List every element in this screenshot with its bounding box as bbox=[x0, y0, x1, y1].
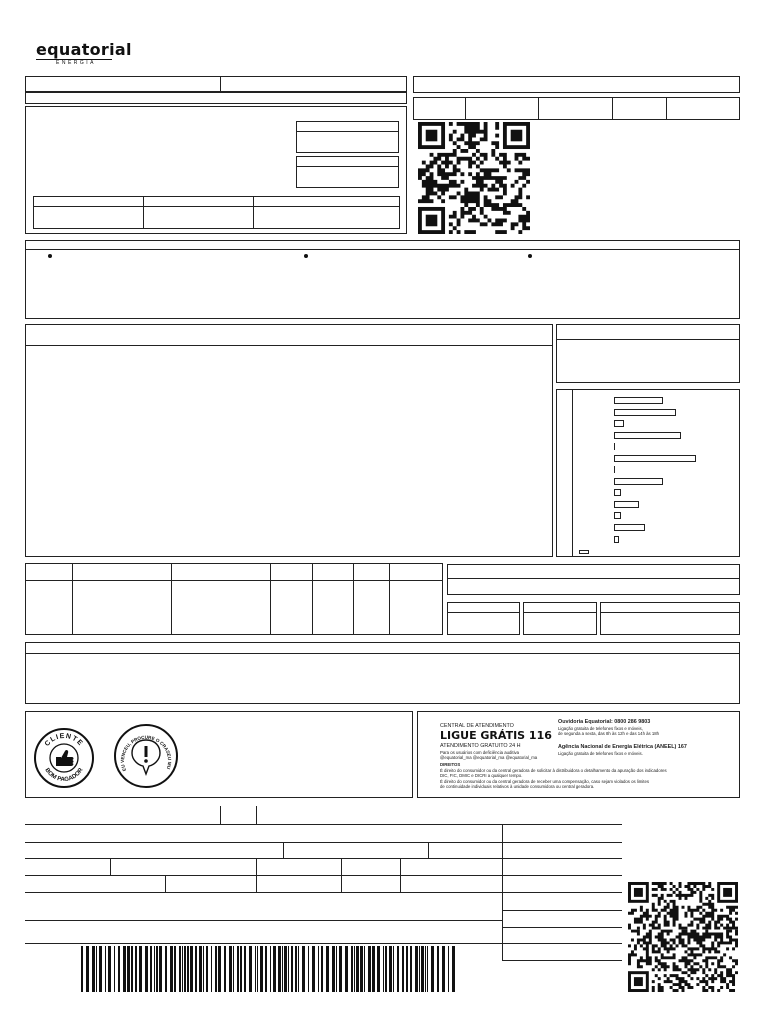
info-mini-box-1 bbox=[296, 121, 399, 153]
consumption-bar bbox=[614, 489, 621, 496]
reading-cell-3 bbox=[600, 602, 740, 635]
messages-header-line bbox=[26, 653, 739, 654]
consumption-history-chart bbox=[556, 389, 740, 557]
rights-line-4: de continuidade individuais relativos à unidade consumidora ou central geradora. bbox=[440, 784, 595, 789]
reading-cell-1 bbox=[447, 602, 520, 635]
stub-col-a bbox=[283, 842, 284, 858]
reading-cell-2-line bbox=[524, 612, 596, 613]
badge-bom-pagador-text: BOM PAGADOR bbox=[43, 767, 85, 784]
info-grid-header-line bbox=[33, 206, 400, 207]
notice-bullet-1 bbox=[48, 254, 52, 258]
thumbs-up-icon bbox=[36, 730, 92, 786]
consumption-bar bbox=[614, 443, 615, 450]
svg-text:CLIENTE bbox=[44, 733, 85, 748]
aneel-title: Agência Nacional de Energia Elétrica (ANEEL) 167 bbox=[558, 744, 687, 750]
contact-panel bbox=[417, 711, 740, 798]
consumption-bar bbox=[614, 478, 663, 485]
pix-qr-code[interactable] bbox=[418, 122, 536, 234]
info-grid bbox=[33, 196, 400, 229]
hours-sub: Para os usuários com deficiência auditiva bbox=[440, 750, 520, 755]
stub-line-8 bbox=[502, 927, 622, 928]
rights-title: DIREITOS bbox=[440, 762, 461, 767]
qr-finder-pattern bbox=[505, 124, 528, 147]
svg-text:BOM PAGADOR bbox=[43, 767, 84, 783]
rights-line-1: É direito do consumidor ou da central geradora de solicitar à distribuidora o detalhamento da apuração dos indicadores bbox=[440, 768, 667, 773]
consumption-bar bbox=[614, 455, 696, 462]
tax-col-2 bbox=[171, 564, 172, 634]
ombudsman-line-2: de segunda a sexta, das 8h às 12h e das 14h às 18h bbox=[558, 731, 660, 736]
bill-summary-row bbox=[413, 97, 740, 120]
consumption-bar bbox=[614, 501, 639, 508]
chart-legend-marker bbox=[579, 550, 589, 554]
info-grid-col-1 bbox=[143, 196, 144, 229]
badges-panel bbox=[25, 711, 413, 798]
alert-icon bbox=[116, 726, 176, 786]
stub-top-divider-2 bbox=[256, 806, 257, 824]
stub-line-1 bbox=[25, 824, 622, 825]
pix-qr-code-stub[interactable] bbox=[628, 882, 744, 992]
ombudsman-title: Ouvidoria Equatorial: 0800 286 9803 bbox=[558, 719, 651, 725]
tax-col-6 bbox=[389, 564, 390, 634]
barcode-bars bbox=[81, 946, 455, 992]
info-grid-col-2 bbox=[253, 196, 254, 229]
consumption-summary-box bbox=[556, 324, 740, 383]
stub-col-d bbox=[256, 858, 257, 892]
phone-label[interactable]: LIGUE GRÁTIS 116 bbox=[440, 729, 552, 742]
consumption-summary-line bbox=[557, 339, 739, 340]
reading-info-box bbox=[447, 564, 740, 595]
qr-finder-pattern bbox=[629, 883, 647, 901]
equatorial-logo bbox=[36, 40, 132, 70]
cras-badge-text: EU VENCEU, PROCURE O CRASEU MU bbox=[119, 734, 173, 772]
rights-line-3: É direito do consumidor ou da central geradora de receber uma compensação, caso sejam violados os limites bbox=[440, 779, 649, 784]
summary-divider-2 bbox=[538, 97, 539, 120]
rights-line-2: DIC, FIC, DMIC e DICRI a qualquer tempo. bbox=[440, 773, 523, 778]
stub-col-g bbox=[165, 875, 166, 892]
bom-pagador-badge bbox=[34, 728, 94, 788]
svg-text:SE O SEU VENCEU, PROCURE O CRA bbox=[116, 726, 172, 772]
qr-finder-pattern bbox=[629, 973, 647, 991]
consumption-bar bbox=[614, 397, 663, 404]
stub-col-f bbox=[400, 858, 401, 892]
barcode-image bbox=[81, 946, 455, 992]
qr-finder-pattern bbox=[420, 124, 443, 147]
tax-col-3 bbox=[270, 564, 271, 634]
stub-col-e bbox=[341, 858, 342, 892]
consumption-bar bbox=[614, 420, 624, 427]
chart-bars-area bbox=[614, 395, 698, 545]
stub-right-col bbox=[502, 824, 503, 960]
stub-top-divider-1 bbox=[220, 806, 221, 824]
chart-axis bbox=[572, 390, 573, 556]
stub-line-5 bbox=[25, 892, 622, 893]
logo-subtitle: ENERGIA bbox=[56, 60, 97, 66]
tax-col-1 bbox=[72, 564, 73, 634]
cras-badge bbox=[114, 724, 178, 788]
qr-finder-pattern bbox=[420, 209, 443, 232]
reading-cell-1-line bbox=[448, 612, 519, 613]
ombudsman-line-1: Ligação gratuita de telefones fixos e móveis, bbox=[558, 726, 643, 731]
info-mini-box-2-line bbox=[296, 166, 399, 167]
info-mini-box-1-line bbox=[296, 131, 399, 132]
stub-line-10 bbox=[502, 960, 622, 961]
notice-bullet-2 bbox=[304, 254, 308, 258]
payment-barcode[interactable] bbox=[81, 946, 455, 992]
reading-info-line bbox=[448, 578, 739, 579]
consumption-bar bbox=[614, 432, 681, 439]
hours-label: ATENDIMENTO GRATUITO 24 H bbox=[440, 743, 521, 749]
info-mini-box-2 bbox=[296, 156, 399, 188]
qr-modules bbox=[628, 882, 738, 992]
stub-line-6 bbox=[502, 910, 622, 911]
notice-bullet-3 bbox=[528, 254, 532, 258]
central-label: CENTRAL DE ATENDIMENTO bbox=[440, 723, 514, 729]
social-links[interactable]: @equatorial_ma @equatorial_ma @equatorial_ma bbox=[440, 755, 538, 760]
summary-divider-3 bbox=[612, 97, 613, 120]
qr-code-image bbox=[418, 122, 536, 234]
bill-header-box bbox=[413, 76, 740, 93]
reading-cell-2 bbox=[523, 602, 597, 635]
header-subfield-box bbox=[25, 92, 407, 104]
consumption-bar bbox=[614, 512, 621, 519]
billing-items-panel bbox=[25, 324, 553, 557]
stub-line-2 bbox=[25, 842, 622, 843]
stub-line-9 bbox=[25, 943, 622, 944]
messages-panel bbox=[25, 642, 740, 704]
billing-items-header-line bbox=[26, 345, 552, 346]
summary-divider-4 bbox=[666, 97, 667, 120]
notice-panel bbox=[25, 240, 740, 319]
consumption-bar bbox=[614, 466, 615, 473]
reading-cell-3-line bbox=[601, 612, 739, 613]
tax-col-4 bbox=[312, 564, 313, 634]
customer-info-panel bbox=[25, 106, 407, 234]
stub-line-3 bbox=[25, 858, 622, 859]
qr-code-stub-image bbox=[628, 882, 744, 992]
tax-col-5 bbox=[353, 564, 354, 634]
tax-table-header-line bbox=[26, 580, 442, 581]
logo-wordmark: equatorial bbox=[36, 40, 132, 59]
summary-divider-1 bbox=[465, 97, 466, 120]
tax-table bbox=[25, 563, 443, 635]
stub-col-b bbox=[428, 842, 429, 858]
consumption-bar bbox=[614, 409, 676, 416]
qr-finder-pattern bbox=[719, 883, 737, 901]
badge-client-text: CLIENTE bbox=[43, 732, 85, 748]
stub-line-4 bbox=[25, 875, 622, 876]
stub-line-7 bbox=[25, 920, 502, 921]
stub-col-c bbox=[110, 858, 111, 875]
header-field-box bbox=[25, 76, 407, 92]
notice-header-line bbox=[26, 249, 739, 250]
header-field-divider bbox=[220, 76, 221, 92]
consumption-bar bbox=[614, 536, 619, 543]
consumption-bar bbox=[614, 524, 645, 531]
aneel-line: Ligação gratuita de telefones fixos e móveis. bbox=[558, 751, 643, 756]
